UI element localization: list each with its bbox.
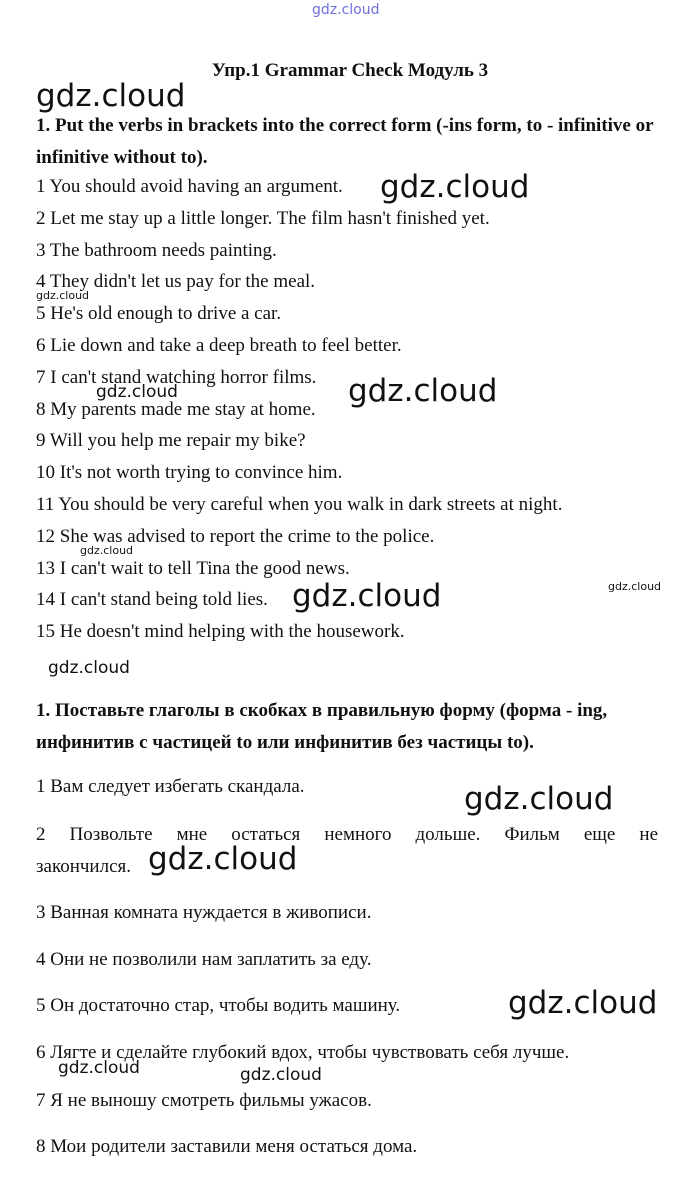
ru-answer-7: 7 Я не выношу смотреть фильмы ужасов. <box>36 1090 372 1111</box>
ru-answer-2-line1: 2 Позвольте мне остаться немного дольше. Фильм еще не <box>36 824 658 845</box>
en-answer-15: 15 He doesn't mind helping with the housework. <box>36 621 405 643</box>
watermark: gdz.cloud <box>508 985 658 1021</box>
watermark: gdz.cloud <box>96 382 178 402</box>
en-answer-9: 9 Will you help me repair my bike? <box>36 430 306 452</box>
ru-answer-5: 5 Он достаточно стар, чтобы водить машину. <box>36 995 401 1016</box>
en-answer-2: 2 Let me stay up a little longer. The film hasn't finished yet. <box>36 207 490 229</box>
ru-answer-8: 8 Мои родители заставили меня остаться дома. <box>36 1136 418 1157</box>
en-answer-7: 7 I can't stand watching horror films. <box>36 366 317 388</box>
en-answer-6: 6 Lie down and take a deep breath to feel better. <box>36 335 402 356</box>
watermark: gdz.cloud <box>80 544 134 557</box>
ru-answer-4: 4 Они не позволили нам заплатить за еду. <box>36 949 372 970</box>
watermark: gdz.cloud <box>36 289 90 302</box>
watermark: gdz.cloud <box>348 373 498 409</box>
en-answer-11: 11 You should be very careful when you walk in dark streets at night. <box>36 494 563 515</box>
watermark: gdz.cloud <box>608 580 662 593</box>
en-answer-8: 8 My parents made me stay at home. <box>36 398 316 420</box>
watermark: gdz.cloud <box>36 78 186 114</box>
ru-answer-2-line2: закончился. <box>36 856 131 877</box>
en-answer-14: 14 I can't stand being told lies. <box>36 589 268 611</box>
watermark: gdz.cloud <box>148 841 298 877</box>
watermark: gdz.cloud <box>240 1065 322 1085</box>
ru-answer-3: 3 Ванная комната нуждается в живописи. <box>36 902 372 923</box>
ru-answer-1: 1 Вам следует избегать скандала. <box>36 776 305 797</box>
watermark: gdz.cloud <box>48 658 130 678</box>
en-answer-13: 13 I can't wait to tell Tina the good news. <box>36 557 350 579</box>
page-title: Упр.1 Grammar Check Модуль 3 <box>211 60 489 81</box>
en-instruction: 1. Put the verbs in brackets into the correct form (-ins form, to - infinitive or infinitive without to). <box>36 115 654 168</box>
ru-answer-6: 6 Лягте и сделайте глубокий вдох, чтобы чувствовать себя лучше. <box>36 1042 570 1063</box>
en-answer-1: 1 You should avoid having an argument. <box>36 176 343 197</box>
en-answer-3: 3 The bathroom needs painting. <box>36 239 277 261</box>
en-answer-5: 5 He's old enough to drive a car. <box>36 303 282 325</box>
watermark: gdz.cloud <box>312 2 380 18</box>
watermark: gdz.cloud <box>464 781 614 817</box>
en-answer-10: 10 It's not worth trying to convince him. <box>36 462 343 484</box>
ru-instruction: 1. Поставьте глаголы в скобках в правильную форму (форма - ing, инфинитив с частицей to или инфинитив без частицы to). <box>36 700 608 753</box>
watermark: gdz.cloud <box>380 169 530 205</box>
en-answer-12: 12 She was advised to report the crime to the police. <box>36 525 435 547</box>
watermark: gdz.cloud <box>292 578 442 614</box>
en-answer-4: 4 They didn't let us pay for the meal. <box>36 271 316 293</box>
watermark: gdz.cloud <box>58 1058 140 1078</box>
